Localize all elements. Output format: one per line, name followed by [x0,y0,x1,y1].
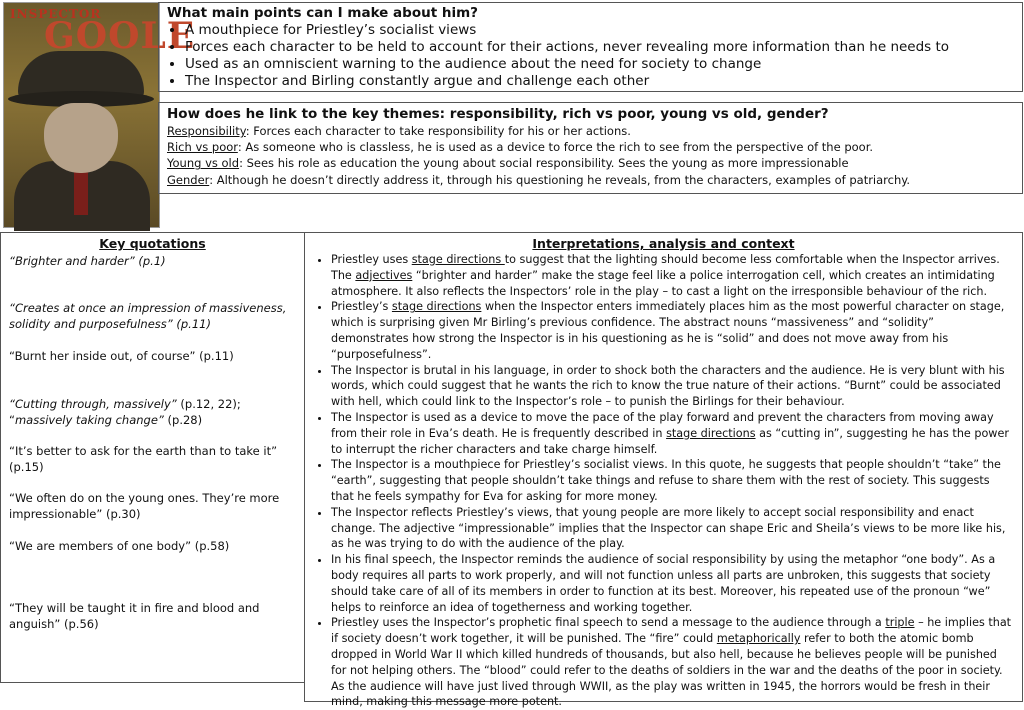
analysis-item: • The Inspector reflects Priestley’s views, that young people are more likely to accept social responsibility and enact change. The adjective “impressionable” implies that the Inspector can shape Eric and Sheila’s views to be more like his, as he was trying to do with the audience of the play. [331,505,1014,552]
text: The Inspector is used as a device to move the pace of the play forward and prevent the characters from moving away from their role in Eva’s death. He is frequently described in [331,410,994,440]
quotation: “Brighter and harder” (p.1) [9,254,166,268]
analysis-item: • The Inspector is brutal in his language, in order to shock both the characters and the audience. He is very blunt with his words, which could suggest that he wants the rich to know the true nature of their actions. “Burnt” could be associated with hell, which could link to the Inspector’s role – to punish the Birlings for their behaviour. [331,363,1014,410]
text: – he implies that if society doesn’t work together, it will be punished. The “fire” could [331,616,1012,646]
quotation-part: (p.12, 22); “ [9,397,241,427]
underlined-term: triple [885,616,915,630]
quotation-part: “Cutting through, massively” [9,397,177,411]
analysis-box [304,232,1023,709]
text: to suggest that the lighting should become less comfortable when the Inspector arrives. The [331,253,1000,282]
main-points-list [167,22,1014,90]
poster-title-line2: GOOLE [44,15,196,57]
theme-key: Young vs old [167,156,240,171]
main-point-item: • A mouthpiece for Priestley’s socialist views [185,22,1014,39]
quotation-part: massively taking change” [14,413,164,427]
main-point-item: • The Inspector and Birling constantly argue and challenge each other [185,73,1014,90]
face-shape [44,103,118,173]
text: as “cutting in”, suggesting he has the power to interrupt the richer characters and take charge himself. [331,426,1009,456]
theme-row [167,155,1014,171]
analysis-heading: Interpretations, analysis and context [532,236,795,251]
theme-key: Rich vs poor [167,140,238,155]
main-point-item: • Used as an omniscient warning to the audience about the need for society to change [185,56,1014,73]
analysis-item [331,252,1014,299]
key-quotations-box [0,232,305,683]
quotation: “It’s better to ask for the earth than to take it” (p.15) [9,444,278,474]
analysis-list [313,252,1014,710]
quotation: “We often do on the young ones. They’re more impressionable” (p.30) [9,491,280,521]
key-quotations-heading: Key quotations [99,236,206,251]
main-points-heading: What main points can I make about him? [167,5,478,21]
theme-row [167,123,1014,139]
theme-text: : Forces each character to take responsibility for his or her actions. [245,124,631,138]
text: Priestley uses the Inspector’s prophetic final speech to send a message to the audience through a [331,616,886,630]
underlined-term: stage directions [411,253,505,266]
poster-title-line1: INSPECTOR [10,7,102,21]
underlined-term: metaphorically [716,632,801,646]
text: Priestley uses [331,253,412,266]
analysis-item [331,615,1014,710]
theme-text: : Sees his role as education the young about social responsibility. Sees the young as more impressionable [239,156,849,171]
underlined-term: stage directions [391,300,482,314]
quotation [9,396,299,428]
analysis-item [331,410,1014,457]
themes-box [158,102,1023,194]
text: Priestley’s [331,300,392,314]
theme-row [167,172,1014,188]
quotation: “They will be taught it in fire and blood and anguish” (p.56) [9,601,260,631]
theme-key: Gender [167,172,210,187]
text: “brighter and harder” make the stage feel like a police interrogation cell, which creates an intimidating atmosphere. It also reflects the Inspectors’ role in the play – to cast a light on the irresponsible behaviour of the rich. [331,268,995,298]
quotation: “We are members of one body” (p.58) [9,539,230,553]
analysis-item: • In his final speech, the Inspector reminds the audience of social responsibility by using the metaphor “one body”. As a body requires all parts to work properly, and will not function unless all parts are unbroken, this suggests that society should take care of all of its members in order to function at its best. Moreover, his repeated use of the pronoun “we” helps to reinforce an idea of togetherness and working together. [331,552,1014,615]
analysis-item [331,299,1014,362]
quotation: “Creates at once an impression of massiveness, solidity and purposefulness” (p.11) [9,301,287,331]
text: refer to both the atomic bomb dropped in World War II which killed hundreds of thousands, but also hell, because he believes people will be punished for not helping others. The “blood” could refer to the deaths of soldiers in the war and the deaths of the poor in society. As the audience will have just lived through WWII, as the play was written in 1945, the horrors would be fresh in their mind, making this message more potent. [331,632,1003,709]
text: when the Inspector enters immediately places him as the most powerful character on stage, which is surprising given Mr Birling’s previous confidence. The abstract nouns “massiveness” and “solidity” demonstrates how strong the Inspector is in his questioning as he is “solid” and does not move away from his “purposefulness”. [331,300,1005,361]
theme-row [167,139,1014,155]
underlined-term: adjectives [355,268,413,282]
theme-text: : Although he doesn’t directly address it, through his questioning he reveals, from the characters, examples of patriarchy. [209,172,911,187]
theme-text: : As someone who is classless, he is used as a device to force the rich to see from the perspective of the poor. [237,140,874,155]
underlined-term: stage directions [666,426,756,440]
analysis-item: • The Inspector is a mouthpiece for Priestley’s socialist views. In this quote, he suggests that people shouldn’t “take” the “earth”, suggesting that people shouldn’t take things and refuse to share them with the rest of society. This suggests that he feels sympathy for Eva for asking for more money. [331,457,1014,504]
quotation-part: (p.28) [163,413,203,427]
themes-heading: How does he link to the key themes: responsibility, rich vs poor, young vs old, gender? [167,106,829,122]
quotation: “Burnt her inside out, of course” (p.11) [9,349,234,363]
main-points-box [158,2,1023,92]
main-point-item: • Forces each character to be held to account for their actions, never revealing more information than he needs to [185,39,1014,56]
theme-key: Responsibility [167,124,246,138]
